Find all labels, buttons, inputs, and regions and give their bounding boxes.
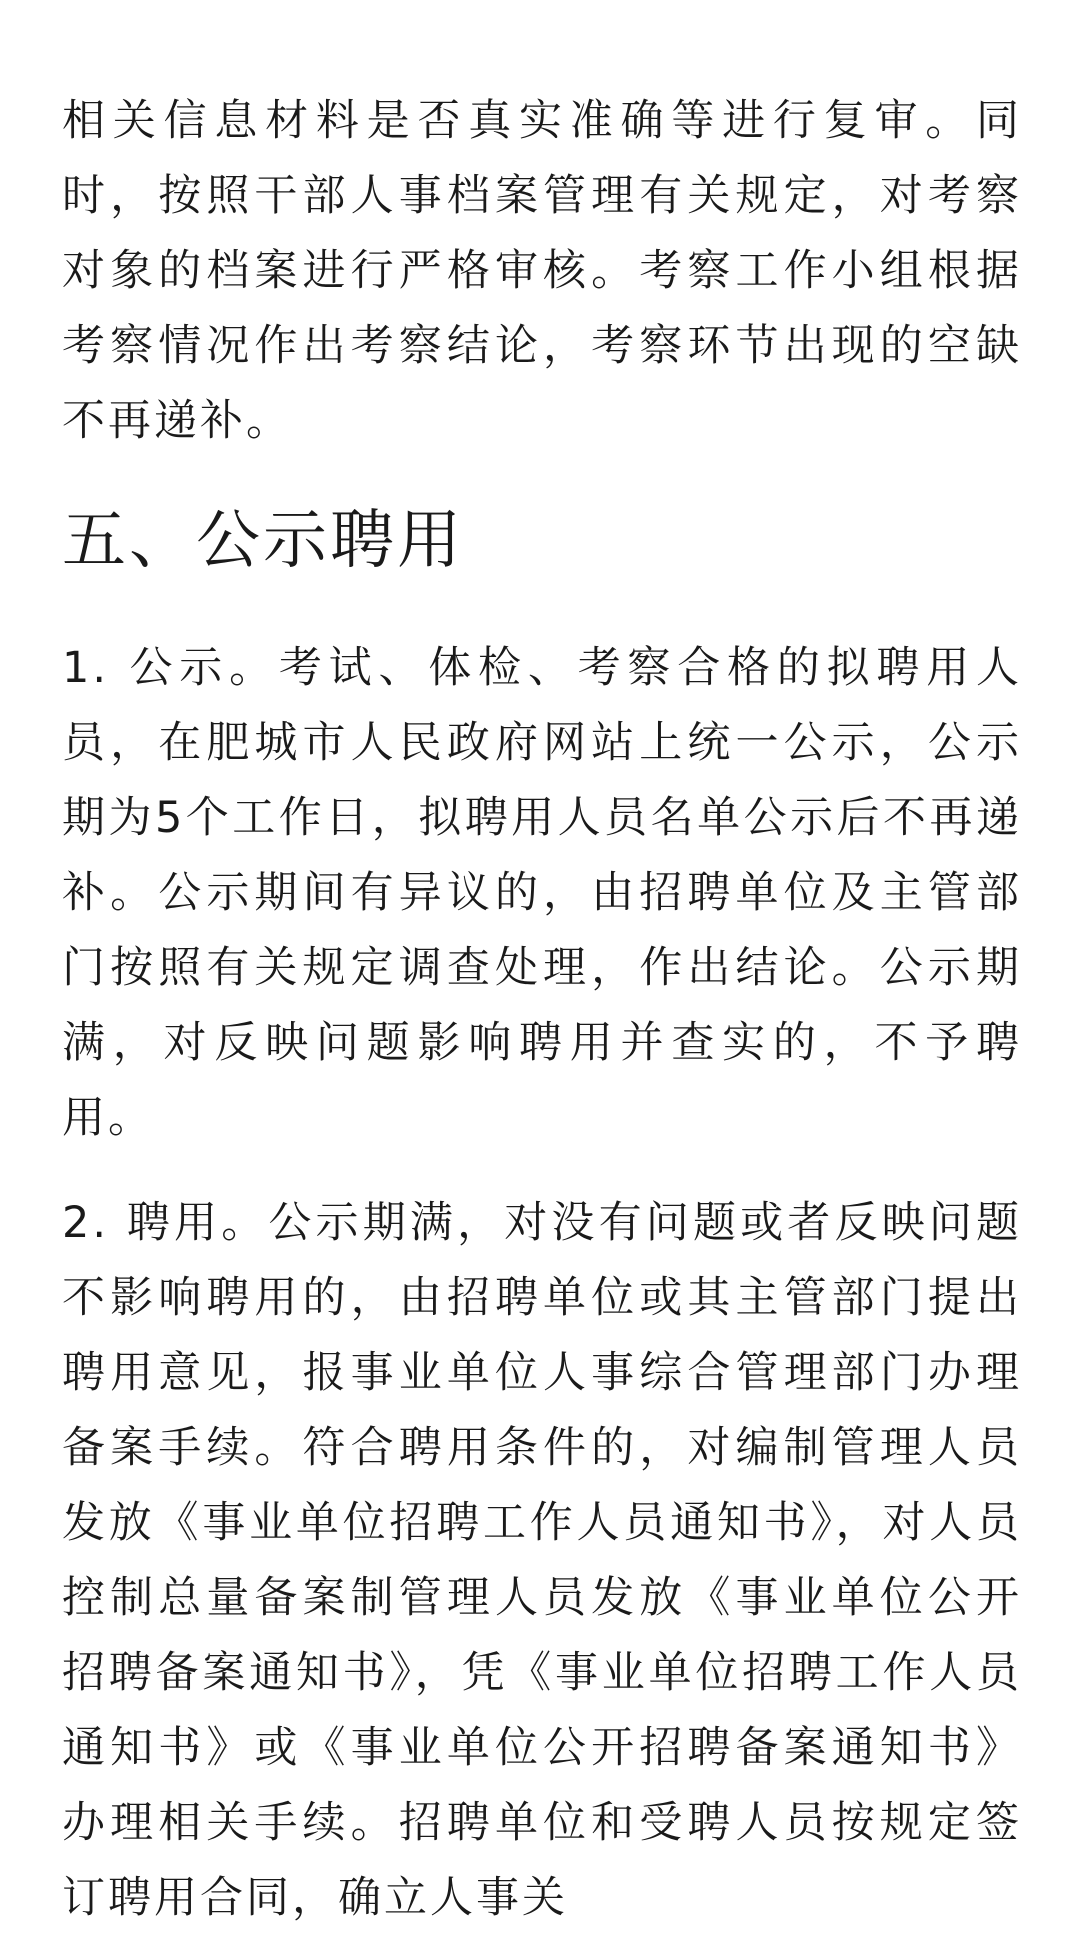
article-body — [62, 84, 1022, 1936]
paragraph-publicity: 1. 公示。考试、体检、考察合格的拟聘用人员，在肥城市人民政府网站上统一公示，公示期为5个工作日，拟聘用人员名单公示后不再递补。公示期间有异议的，由招聘单位及主管部门按照有关规定调查处理，作出结论。公示期满，对反映问题影响聘用并查实的，不予聘用。 — [62, 643, 1022, 1143]
paragraph-employment: 2. 聘用。公示期满，对没有问题或者反映问题不影响聘用的，由招聘单位或其主管部门提出聘用意见，报事业单位人事综合管理部门办理备案手续。符合聘用条件的，对编制管理人员发放《事业单位招聘工作人员通知书》，对人员控制总量备案制管理人员发放《事业单位公开招聘备案通知书》，凭《事业单位招聘工作人员通知书》或《事业单位公开招聘备案通知书》办理相关手续。招聘单位和受聘人员按规定签订聘用合同，确立人事关 — [62, 1198, 1022, 1923]
section-heading: 五、公示聘用 — [62, 504, 464, 578]
intro-paragraph: 相关信息材料是否真实准确等进行复审。同时，按照干部人事档案管理有关规定，对考察对象的档案进行严格审核。考察工作小组根据考察情况作出考察结论，考察环节出现的空缺不再递补。 — [62, 96, 1022, 446]
